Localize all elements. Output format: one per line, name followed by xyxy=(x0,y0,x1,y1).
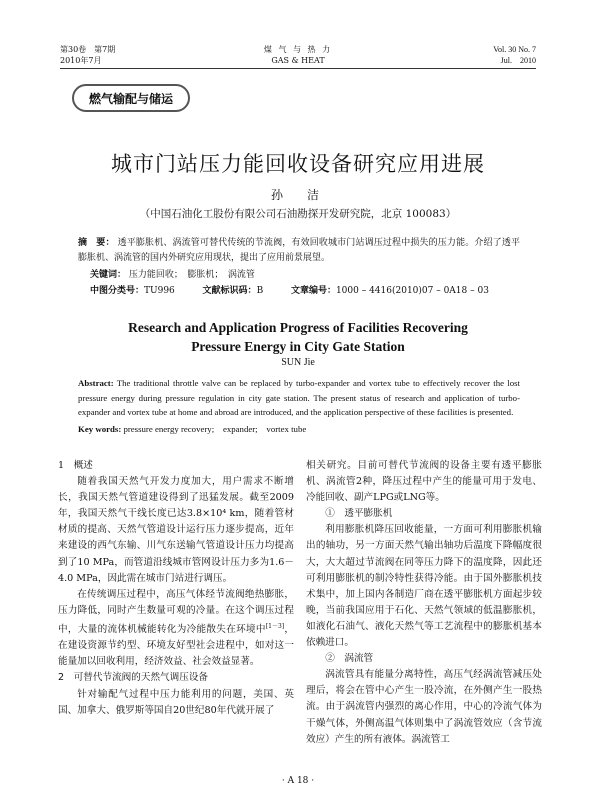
publication-date-en: Jul. 2010 xyxy=(500,56,536,65)
clc-label: 中图分类号： xyxy=(90,286,145,296)
volume-issue: 第30卷 第7期 xyxy=(60,45,116,54)
doc-code-label: 文献标识码： xyxy=(202,286,257,296)
title-en-line1: Research and Application Progress of Facilities Recovering xyxy=(128,320,468,335)
header-rule xyxy=(60,68,536,69)
title-en-line2: Pressure Energy in City Gate Station xyxy=(191,339,405,354)
classification-line xyxy=(90,284,520,298)
clc-value: TU996 xyxy=(144,286,175,296)
subsection-heading-2: ② 涡流管 xyxy=(325,653,374,665)
abstract-en-text: The traditional throttle valve can be replaced by turbo-expander and vortex tube to effectively recover the lost pressure energy during pressure regulation in city gate station. The present status of research and application of turbo-expander and vortex tube at home and abroad are introduced, and the application perspective of these facilities is presented. xyxy=(78,378,520,417)
paragraph-text: 在传统调压过程中，高压气体经节流阀绝热膨胀，压力降低，同时产生数量可观的冷量。在这个调压过程中，大量的流体机械能转化为冷能散失在环境中 xyxy=(58,588,294,636)
journal-name-en: GAS & HEAT xyxy=(271,56,325,65)
section-heading-2: 2 可替代节流阀的天然气调压设备 xyxy=(58,672,209,684)
title-cn: 城市门站压力能回收设备研究应用进展 xyxy=(111,152,485,176)
body-left-column xyxy=(58,458,294,719)
author-cn: 孙 洁 xyxy=(270,188,325,202)
abstract-cn-label: 摘 要： xyxy=(78,238,115,248)
paragraph: 利用膨胀机降压回收能量，一方面可利用膨胀机输出的轴功，另一方面天然气输出轴功后温度下降幅度很大，大大超过节流阀在同等压力降下的温度降，因此还可利用膨胀机的制冷特性获得冷能。由于国外膨胀机技术集中，加上国内各制造厂商在透平膨胀机方面起步较晚，当前我国应用于石化、天然气领域的低温膨胀机，如液化石油气、液化天然气等工艺流程中的膨胀机基本依赖进口。 xyxy=(306,524,542,649)
journal-name-cn: 煤 气 与 热 力 xyxy=(263,45,333,54)
keywords-cn xyxy=(90,268,520,282)
volume-issue-en: Vol. 30 No. 7 xyxy=(493,45,536,54)
paragraph: 针对输配气过程中压力能利用的问题，美国、英国、加拿大、俄罗斯等国自20世纪80年代就开展了 xyxy=(58,688,294,716)
abstract-cn-text: 透平膨胀机、涡流管可替代传统的节流阀，有效回收城市门站调压过程中损失的压力能。介绍了透平膨胀机、涡流管的国内外研究应用现状，提出了应用前景展望。 xyxy=(78,238,520,263)
paragraph: 相关研究。目前可替代节流阀的设备主要有透平膨胀机、涡流管2种，降压过程中产生的能量可用于发电、冷能回收、副产LPG或LNG等。 xyxy=(306,460,542,504)
keywords-en-label: Key words: xyxy=(78,423,122,434)
keywords-cn-text: 压力能回收； 膨胀机； 涡流管 xyxy=(128,270,255,280)
subsection-heading-1: ① 透平膨胀机 xyxy=(325,508,393,520)
keywords-en xyxy=(78,422,520,437)
body-right-column xyxy=(306,458,542,748)
paragraph xyxy=(58,587,294,671)
paragraph: 随着我国天然气开发力度加大，用户需求不断增长，我国天然气管道建设得到了迅猛发展。截至2009年，我国天然气干线长度已达3.8×10⁴ km，随着管材材质的提高、天然气管道设计运行压力逐步提高，近年来建设的西气东输、川气东送输气管道设计压力均提高到了10 MPa，而管道沿线城市管网设计压力多为1.6－4.0 MPa，因此需在城市门站进行调压。 xyxy=(58,476,294,584)
section-tag: 燃气输配与储运 xyxy=(72,84,190,112)
citation: [1－3] xyxy=(265,622,285,630)
keywords-cn-label: 关键词： xyxy=(90,270,127,280)
paragraph-text: ，在建设资源节约型、环境友好型社会进程中，如对这一能量加以回收利用，经济效益、社会效益显著。 xyxy=(58,624,295,668)
affiliation-cn: （中国石油化工股份有限公司石油勘探开发研究院，北京 100083） xyxy=(139,208,457,220)
article-id-label: 文章编号： xyxy=(290,286,336,296)
article-id-value: 1000 – 4416(2010)07 – 0A18 – 03 xyxy=(335,286,489,296)
title-en xyxy=(0,318,596,356)
publication-date: 2010年7月 xyxy=(60,56,102,65)
paragraph: 涡流管具有能量分离特性，高压气经涡流管减压处理后，将会在管中心产生一股冷流，在外侧产生一股热流。由于涡流管内强烈的离心作用，中心的冷流气体为干燥气体，外侧高温气体则集中了涡流管效应（含节流效应）产生的所有液体。涡流管工 xyxy=(306,669,542,745)
keywords-en-text: pressure energy recovery; expander; vortex tube xyxy=(123,423,307,434)
doc-code-value: B xyxy=(256,286,264,296)
abstract-en xyxy=(78,376,520,436)
abstract-cn xyxy=(78,236,520,266)
section-heading-1: 1 概述 xyxy=(58,460,93,471)
header-right xyxy=(493,44,536,66)
page-number: · A 18 · xyxy=(281,776,315,786)
author-en: SUN Jie xyxy=(281,357,315,368)
abstract-en-label: Abstract: xyxy=(78,378,114,388)
